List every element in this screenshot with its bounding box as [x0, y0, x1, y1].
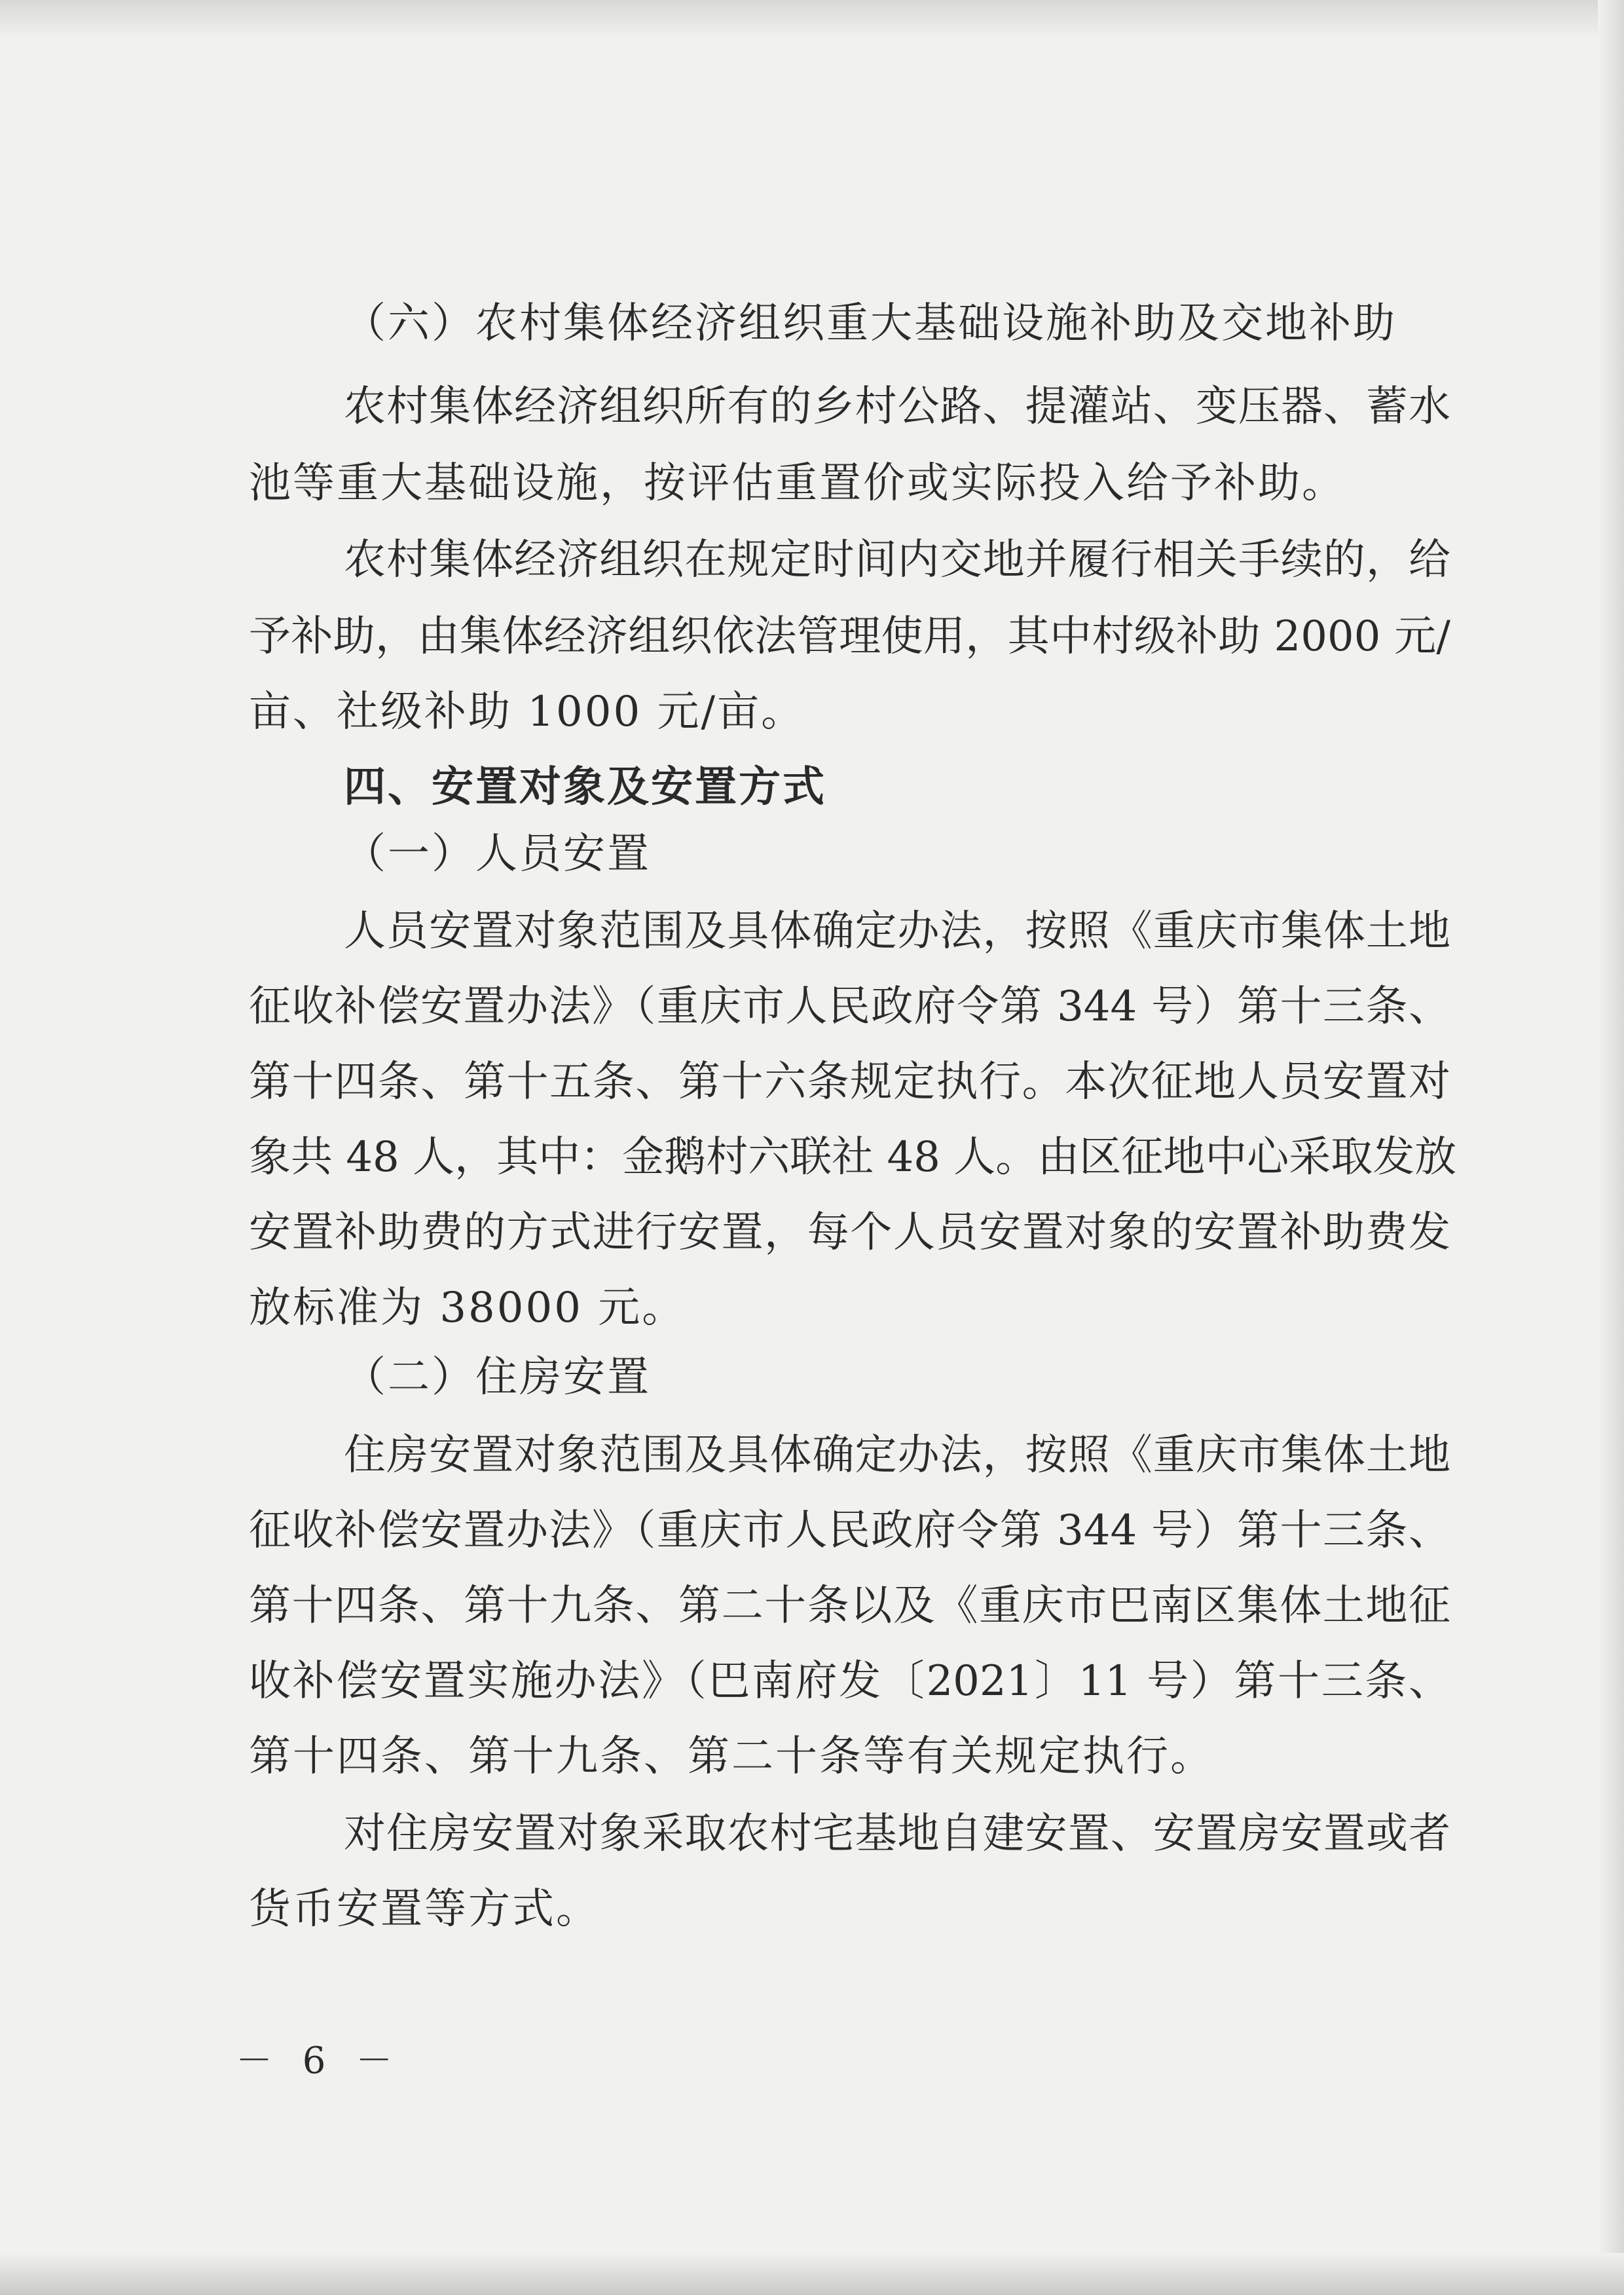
paragraph-personnel-line-2: 征收补偿安置办法》（重庆市人民政府令第 344 号）第十三条、 [249, 982, 1450, 1031]
section-heading-4: 四、安置对象及安置方式 [344, 763, 826, 812]
scan-shadow-bottom [0, 2253, 1624, 2295]
subsection-heading-personnel: （一）人员安置 [344, 830, 651, 878]
paragraph-housing-method-line-2: 货币安置等方式。 [249, 1885, 600, 1933]
paragraph-infrastructure-line-2: 池等重大基础设施，按评估重置价或实际投入给予补助。 [249, 459, 1346, 508]
paragraph-land-handover-line-3: 亩、社级补助 1000 元/亩。 [249, 688, 805, 736]
paragraph-land-handover-line-2: 予补助，由集体经济组织依法管理使用，其中村级补助 2000 元/ [249, 612, 1450, 661]
paragraph-personnel-line-1: 人员安置对象范围及具体确定办法，按照《重庆市集体土地 [344, 907, 1450, 956]
paragraph-housing-line-1: 住房安置对象范围及具体确定办法，按照《重庆市集体土地 [344, 1431, 1450, 1480]
scan-shadow-right [1598, 0, 1624, 2295]
paragraph-housing-method-line-1: 对住房安置对象采取农村宅基地自建安置、安置房安置或者 [344, 1810, 1450, 1858]
paragraph-housing-line-2: 征收补偿安置办法》（重庆市人民政府令第 344 号）第十三条、 [249, 1506, 1450, 1555]
paragraph-housing-line-4: 收补偿安置实施办法》（巴南府发〔2021〕11 号）第十三条、 [249, 1657, 1450, 1706]
page-number: － 6 － [236, 2040, 402, 2082]
paragraph-housing-line-3: 第十四条、第十九条、第二十条以及《重庆市巴南区集体土地征 [249, 1582, 1450, 1630]
paragraph-personnel-line-4: 象共 48 人，其中：金鹅村六联社 48 人。由区征地中心采取发放 [249, 1133, 1457, 1182]
paragraph-housing-line-5: 第十四条、第十九条、第二十条等有关规定执行。 [249, 1732, 1214, 1781]
paragraph-personnel-line-6: 放标准为 38000 元。 [249, 1284, 686, 1332]
subsection-heading-6: （六）农村集体经济组织重大基础设施补助及交地补助 [344, 299, 1397, 348]
paragraph-personnel-line-3: 第十四条、第十五条、第十六条规定执行。本次征地人员安置对 [249, 1058, 1450, 1106]
scan-shadow-top [0, 0, 1624, 39]
paragraph-personnel-line-5: 安置补助费的方式进行安置，每个人员安置对象的安置补助费发 [249, 1208, 1450, 1257]
paragraph-land-handover-line-1: 农村集体经济组织在规定时间内交地并履行相关手续的，给 [344, 536, 1450, 584]
subsection-heading-housing: （二）住房安置 [344, 1353, 651, 1402]
paragraph-infrastructure-line-1: 农村集体经济组织所有的乡村公路、提灌站、变压器、蓄水 [344, 382, 1450, 431]
